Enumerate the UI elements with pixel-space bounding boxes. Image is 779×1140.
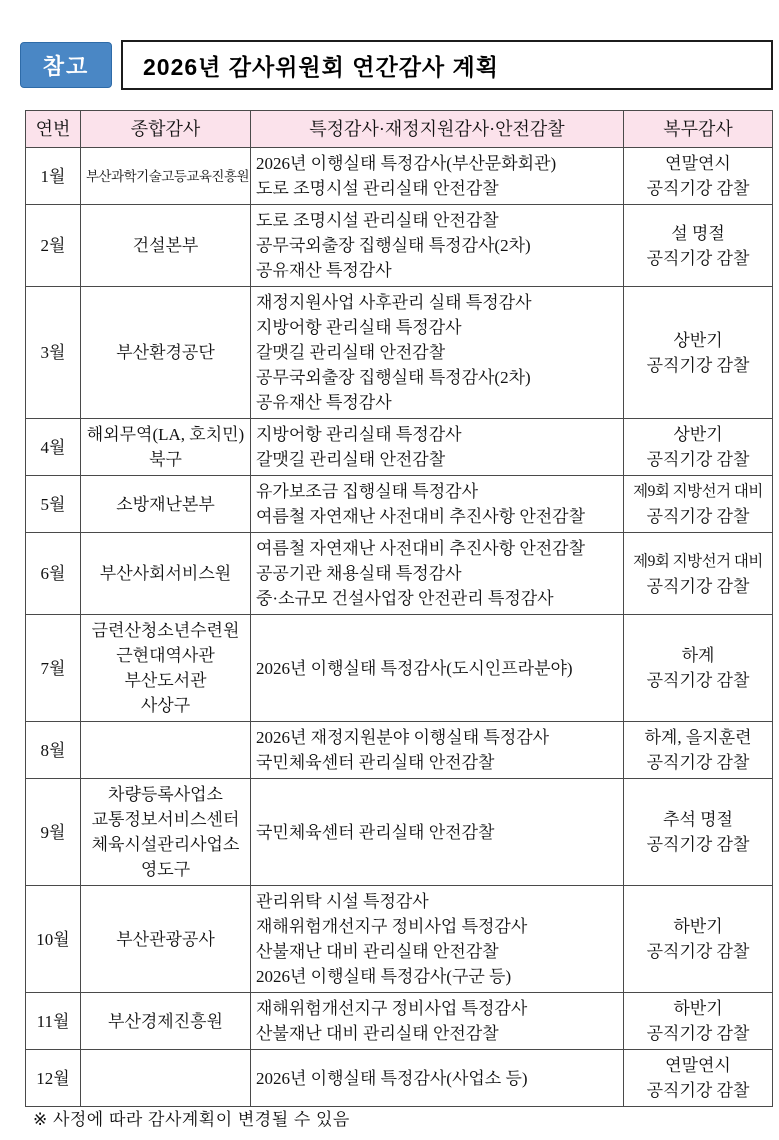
- month-cell: [26, 722, 81, 779]
- service-audit-cell: [624, 993, 773, 1050]
- cell-line: 공무국외출장 집행실태 특정감사(2차): [256, 236, 531, 255]
- month-cell: [26, 476, 81, 533]
- cell-line: 공유재산 특정감사: [256, 261, 392, 280]
- comprehensive-audit-cell: [81, 886, 251, 993]
- table-row: [26, 476, 773, 533]
- cell-line: 부산환경공단: [116, 343, 215, 362]
- cell-line: 2026년 이행실태 특정감사(도시인프라분야): [256, 658, 573, 678]
- cell-line: 도로 조명시설 관리실태 안전감찰: [256, 211, 499, 230]
- special-audit-cell: [251, 287, 624, 419]
- table-header-row: [26, 111, 773, 148]
- comprehensive-audit-cell: [81, 722, 251, 779]
- cell-line: 1월: [40, 166, 66, 186]
- cell-line: 3월: [40, 343, 66, 362]
- month-cell: [26, 993, 81, 1050]
- month-cell: [26, 148, 81, 205]
- cell-line: 공직기강 감찰: [646, 179, 750, 198]
- column-header-month: 연번: [26, 111, 81, 148]
- cell-line: 하반기: [673, 917, 723, 936]
- month-cell: [26, 615, 81, 722]
- cell-line: 하계, 을지훈련: [644, 728, 752, 747]
- comprehensive-audit-cell: [81, 993, 251, 1050]
- service-audit-cell: [624, 886, 773, 993]
- cell-line: 재해위험개선지구 정비사업 특정감사: [256, 999, 528, 1018]
- special-audit-cell: [251, 886, 624, 993]
- special-audit-cell: [251, 419, 624, 476]
- cell-line: 공직기강 감찰: [646, 248, 750, 268]
- special-audit-cell: [251, 779, 624, 886]
- table-row: [26, 722, 773, 779]
- service-audit-cell: [624, 148, 773, 205]
- table-row: [26, 533, 773, 615]
- service-audit-cell: [624, 287, 773, 419]
- cell-line: 공직기강 감찰: [646, 576, 750, 596]
- cell-line: 건설본부: [132, 236, 199, 255]
- cell-line: 교통정보서비스센터: [91, 810, 240, 829]
- cell-line: 지방어항 관리실태 특정감사: [256, 318, 462, 337]
- cell-line: 2026년 이행실태 특정감사(사업소 등): [256, 1068, 528, 1088]
- cell-line: 도로 조명시설 관리실태 안전감찰: [256, 179, 499, 198]
- document-header: [20, 40, 773, 90]
- comprehensive-audit-cell: [81, 615, 251, 722]
- cell-line: 부산사회서비스원: [99, 564, 232, 583]
- cell-line: 부산도서관: [124, 671, 207, 690]
- cell-line: 재정지원사업 사후관리 실태 특정감사: [256, 293, 532, 312]
- cell-line: 공직기강 감찰: [646, 355, 750, 375]
- table-row: [26, 419, 773, 476]
- cell-line: 관리위탁 시설 특정감사: [256, 892, 429, 911]
- cell-line: 설 명절: [671, 223, 725, 243]
- table-row: [26, 1050, 773, 1107]
- comprehensive-audit-cell: [81, 419, 251, 476]
- cell-line: 공공기관 채용실태 특정감사: [256, 564, 462, 583]
- title-box: [121, 40, 773, 90]
- cell-line: 사상구: [140, 696, 191, 715]
- reference-badge: 참고: [20, 42, 112, 88]
- month-cell: [26, 886, 81, 993]
- cell-line: 부산관광공사: [116, 929, 215, 949]
- cell-line: 공직기강 감찰: [646, 671, 750, 690]
- service-audit-cell: [624, 205, 773, 287]
- cell-line: 공직기강 감찰: [646, 507, 750, 526]
- cell-line: 10월: [36, 929, 70, 949]
- cell-line: 공직기강 감찰: [646, 1081, 750, 1100]
- comprehensive-audit-cell: [81, 148, 251, 205]
- month-cell: [26, 1050, 81, 1107]
- month-cell: [26, 419, 81, 476]
- cell-line: 제9회 지방선거 대비: [633, 483, 763, 500]
- cell-line: 상반기: [673, 330, 723, 350]
- cell-line: 하반기: [673, 999, 723, 1018]
- cell-line: 공직기강 감찰: [646, 1024, 750, 1043]
- cell-line: 2월: [40, 236, 66, 255]
- cell-line: 하계: [681, 646, 715, 665]
- cell-line: 연말연시: [665, 1056, 731, 1075]
- cell-line: 5월: [40, 494, 66, 514]
- cell-line: 9월: [40, 822, 66, 842]
- cell-line: 6월: [40, 564, 66, 583]
- cell-line: 7월: [40, 658, 66, 678]
- cell-line: 공직기강 감찰: [646, 942, 750, 961]
- comprehensive-audit-cell: [81, 287, 251, 419]
- cell-line: 11월: [36, 1011, 70, 1031]
- cell-line: 2026년 이행실태 특정감사(부산문화회관): [256, 154, 557, 173]
- cell-line: 영도구: [140, 860, 191, 879]
- cell-line: 제9회 지방선거 대비: [633, 552, 763, 570]
- cell-line: 2026년 이행실태 특정감사(구군 등): [256, 967, 512, 986]
- cell-line: 공직기강 감찰: [646, 753, 750, 772]
- column-header-special-audit: 특정감사·재정지원감사·안전감찰: [251, 111, 624, 148]
- cell-line: 공유재산 특정감사: [256, 393, 392, 412]
- cell-line: 북구: [149, 450, 182, 469]
- cell-line: 중·소규모 건설사업장 안전관리 특정감사: [256, 589, 554, 608]
- table-row: [26, 148, 773, 205]
- comprehensive-audit-cell: [81, 476, 251, 533]
- column-header-service-audit: 복무감사: [624, 111, 773, 148]
- cell-line: 연말연시: [665, 154, 731, 173]
- special-audit-cell: [251, 148, 624, 205]
- cell-line: 차량등록사업소: [108, 785, 223, 804]
- cell-line: 4월: [40, 437, 66, 457]
- special-audit-cell: [251, 615, 624, 722]
- cell-line: 근현대역사관: [116, 646, 215, 665]
- table-row: [26, 993, 773, 1050]
- cell-line: 여름철 자연재난 사전대비 추진사항 안전감찰: [256, 539, 586, 558]
- special-audit-cell: [251, 722, 624, 779]
- table-row: [26, 886, 773, 993]
- month-cell: [26, 205, 81, 287]
- service-audit-cell: [624, 615, 773, 722]
- special-audit-cell: [251, 533, 624, 615]
- month-cell: [26, 533, 81, 615]
- column-header-comprehensive-audit: 종합감사: [81, 111, 251, 148]
- month-cell: [26, 779, 81, 886]
- cell-line: 상반기: [673, 425, 723, 444]
- cell-line: 여름철 자연재난 사전대비 추진사항 안전감찰: [256, 507, 586, 526]
- cell-line: 산불재난 대비 관리실태 안전감찰: [256, 1024, 499, 1043]
- cell-line: 공무국외출장 집행실태 특정감사(2차): [256, 368, 531, 387]
- special-audit-cell: [251, 476, 624, 533]
- cell-line: 지방어항 관리실태 특정감사: [256, 425, 462, 444]
- table-row: [26, 205, 773, 287]
- cell-line: 공직기강 감찰: [646, 835, 750, 854]
- annual-audit-plan-table: [25, 110, 773, 1107]
- service-audit-cell: [624, 533, 773, 615]
- table-row: [26, 615, 773, 722]
- cell-line: 갈맷길 관리실태 안전감찰: [256, 343, 446, 362]
- page-title: 2026년 감사위원회 연간감사 계획: [143, 53, 499, 80]
- cell-line: 갈맷길 관리실태 안전감찰: [256, 450, 446, 469]
- cell-line: 금련산청소년수련원: [91, 621, 240, 640]
- service-audit-cell: [624, 722, 773, 779]
- cell-line: 유가보조금 집행실태 특정감사: [256, 482, 478, 501]
- table-row: [26, 287, 773, 419]
- cell-line: 8월: [40, 740, 66, 760]
- cell-line: 국민체육센터 관리실태 안전감찰: [256, 753, 495, 772]
- cell-line: 산불재난 대비 관리실태 안전감찰: [256, 942, 499, 961]
- cell-line: 12월: [36, 1068, 70, 1088]
- comprehensive-audit-cell: [81, 1050, 251, 1107]
- table-row: [26, 779, 773, 886]
- special-audit-cell: [251, 993, 624, 1050]
- cell-line: 해외무역(LA, 호치민): [86, 425, 245, 444]
- special-audit-cell: [251, 205, 624, 287]
- cell-line: 2026년 재정지원분야 이행실태 특정감사: [256, 728, 550, 747]
- service-audit-cell: [624, 1050, 773, 1107]
- cell-line: 국민체육센터 관리실태 안전감찰: [256, 822, 495, 842]
- cell-line: 재해위험개선지구 정비사업 특정감사: [256, 917, 528, 936]
- cell-line: 부산경제진흥원: [108, 1011, 223, 1031]
- service-audit-cell: [624, 419, 773, 476]
- cell-line: 소방재난본부: [116, 494, 215, 514]
- comprehensive-audit-cell: [81, 533, 251, 615]
- comprehensive-audit-cell: [81, 779, 251, 886]
- month-cell: [26, 287, 81, 419]
- cell-line: 부산과학기술고등교육진흥원: [86, 168, 250, 184]
- table-body: [26, 148, 773, 1107]
- service-audit-cell: [624, 476, 773, 533]
- footnote: ※ 사정에 따라 감사계획이 변경될 수 있음: [33, 1110, 350, 1129]
- cell-line: 추석 명절: [663, 810, 733, 829]
- cell-line: 공직기강 감찰: [646, 450, 750, 469]
- service-audit-cell: [624, 779, 773, 886]
- special-audit-cell: [251, 1050, 624, 1107]
- comprehensive-audit-cell: [81, 205, 251, 287]
- cell-line: 체육시설관리사업소: [91, 835, 240, 854]
